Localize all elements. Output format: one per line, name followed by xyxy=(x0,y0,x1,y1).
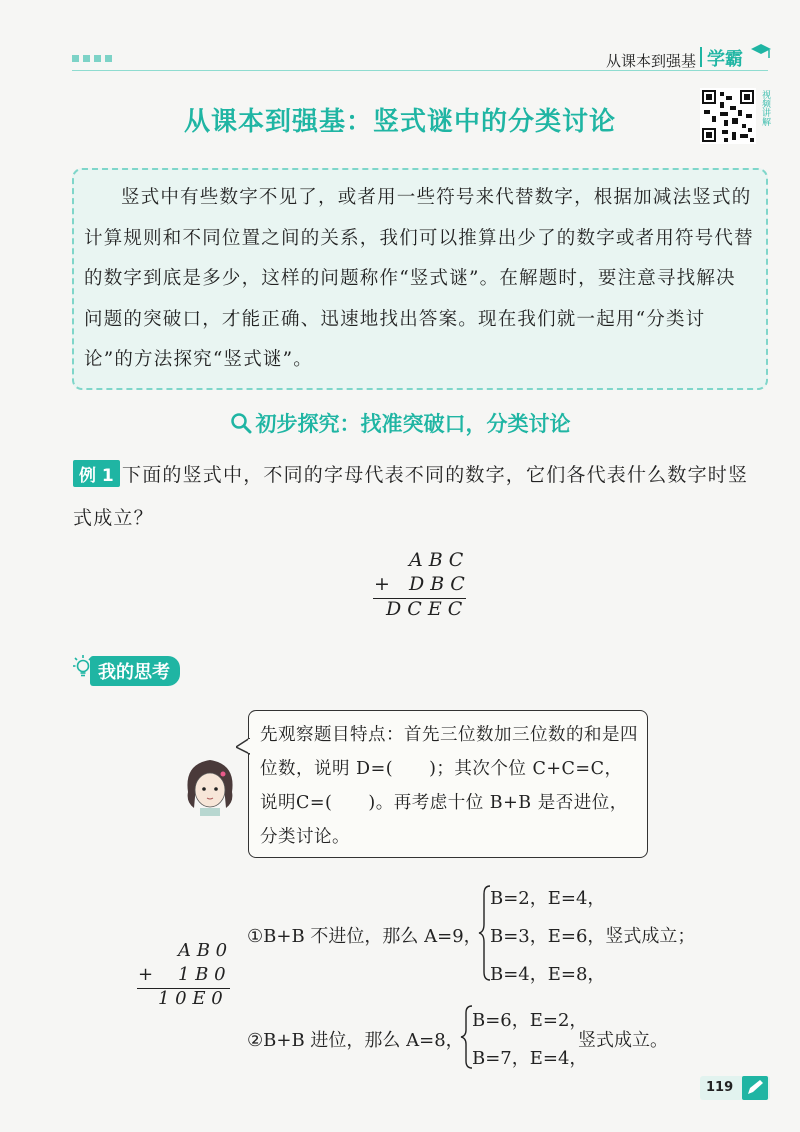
case1-option-2: B=3，E=6，竖式成立； xyxy=(490,926,696,947)
intro-text: 竖式中有些数字不见了，或者用一些符号来代替数字，根据加减法竖式的计算规则和不同位置之间的关系，我们可以推算出少了的数字或者用符号代替的数字到底是多少，这样的问题称作“竖式谜”。在解题时，要注意寻找解决问题的突破口，才能正确、迅速地找出答案。现在我们就一起用“分类讨论”的方法探究“竖式谜”。 xyxy=(84,187,754,370)
header-brand: 学霸 xyxy=(707,49,743,70)
speech-bubble-tail xyxy=(236,738,250,756)
puzzle-row-2: D B C xyxy=(409,573,465,595)
example-text-line2: 式成立？ xyxy=(73,507,154,529)
my-thinking-badge: 我的思考 xyxy=(90,656,180,686)
solution-row-1: A B 0 xyxy=(178,940,228,961)
header-decoration xyxy=(72,55,112,62)
case2-text: ②B+B 进位，那么 A=8， xyxy=(247,1030,464,1051)
example-text-line1: 下面的竖式中，不同的字母代表不同的数字，它们各代表什么数字时竖 xyxy=(122,464,749,486)
example-badge: 例 1 xyxy=(73,460,120,487)
magnifier-icon xyxy=(230,412,252,434)
page-number: 119 xyxy=(706,1080,734,1095)
puzzle-row-1: A B C xyxy=(409,549,464,571)
qr-code[interactable] xyxy=(700,88,756,144)
case1-text: ①B+B 不进位，那么 A=9， xyxy=(247,926,482,947)
puzzle-plus-sign: + xyxy=(374,573,390,595)
puzzle-row-3: D C E C xyxy=(386,598,463,620)
header-title: 从课本到强基 xyxy=(606,52,697,70)
pencil-icon xyxy=(742,1076,768,1100)
graduation-cap-icon xyxy=(750,42,772,62)
solution-row-3: 1 0 E 0 xyxy=(158,988,223,1009)
header-separator xyxy=(700,47,702,67)
girl-avatar xyxy=(178,752,242,816)
case1-option-1: B=2，E=4， xyxy=(490,888,606,909)
solution-plus-sign: + xyxy=(138,964,154,985)
section-heading xyxy=(0,408,800,438)
case2-option-1: B=6，E=2， xyxy=(472,1010,588,1031)
speech-bubble-text: 先观察题目特点：首先三位数加三位数的和是四位数，说明 D=( )；其次个位 C+C=C，说明C=( )。再考虑十位 B+B 是否进位，分类讨论。 xyxy=(260,725,638,847)
section-title: 初步探究：找准突破口，分类讨论 xyxy=(255,412,571,436)
solution-row-2: 1 B 0 xyxy=(178,964,226,985)
page-title: 从课本到强基：竖式谜中的分类讨论 xyxy=(183,107,616,137)
qr-label: 视频讲解 xyxy=(760,90,770,126)
case2-option-2: B=7，E=4， xyxy=(472,1048,588,1069)
case1-option-3: B=4，E=8， xyxy=(490,964,606,985)
case2-conclusion: 竖式成立。 xyxy=(578,1030,668,1051)
